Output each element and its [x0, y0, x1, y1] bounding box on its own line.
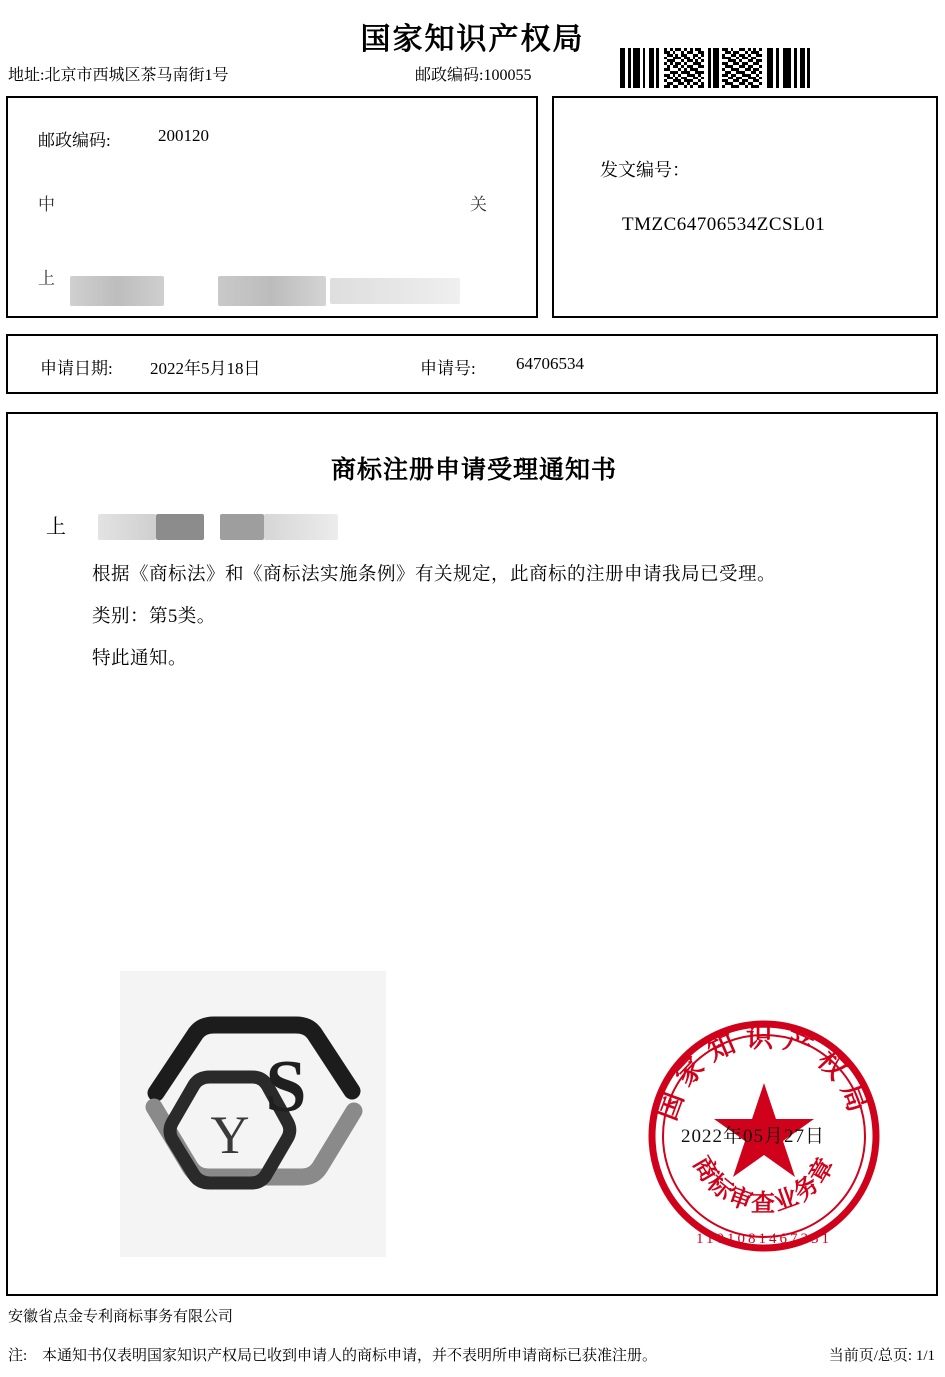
- seal-date: 2022年05月27日: [681, 1126, 826, 1147]
- application-date-value: 2022年5月18日: [150, 359, 261, 378]
- redacted-block: [220, 514, 264, 540]
- redacted-block: [70, 276, 164, 306]
- addressee-line2-prefix: 中: [38, 195, 55, 214]
- redacted-block: [264, 514, 338, 540]
- trademark-logo: [120, 971, 386, 1257]
- notice-title: 商标注册申请受理通知书: [330, 457, 617, 484]
- page-title: 国家知识产权局: [360, 23, 585, 56]
- footer-note-text: 本通知书仅表明国家知识产权局已收到申请人的商标申请，并不表明所申请商标已获准注册。: [42, 1348, 658, 1364]
- document-number-label: 发文编号：: [600, 160, 690, 180]
- application-info-box: [6, 334, 938, 394]
- issuer-address: 地址:北京市西城区茶马南街1号: [8, 67, 229, 84]
- datamatrix-code-2: [722, 48, 762, 88]
- application-date-label: 申请日期:: [40, 359, 113, 378]
- addressee-line3-prefix: 上: [38, 269, 55, 288]
- svg-text:Y: Y: [210, 1105, 250, 1165]
- addressee-line2-suffix: 关: [470, 195, 487, 214]
- application-number-value: 64706534: [516, 354, 584, 373]
- datamatrix-code-1: [664, 48, 704, 88]
- svg-text:S: S: [265, 1046, 307, 1128]
- issuer-postcode: 邮政编码:100055: [415, 67, 532, 84]
- agency-name: 安徽省点金专利商标事务有限公司: [8, 1309, 234, 1325]
- barcode: [620, 48, 938, 88]
- page-count: 当前页/总页: 1/1: [828, 1348, 935, 1364]
- svg-text:商标审查业务章: 商标审查业务章: [687, 1152, 841, 1217]
- redacted-block: [330, 278, 460, 304]
- redacted-block: [98, 514, 156, 540]
- addressee-postcode-value: 200120: [158, 126, 209, 145]
- document-number-value: TMZC64706534ZCSL01: [622, 214, 826, 235]
- addressee-postcode-label: 邮政编码:: [38, 131, 111, 150]
- recipient-prefix: 上: [46, 516, 66, 538]
- notice-paragraph-1: 根据《商标法》和《商标法实施条例》有关规定，此商标的注册申请我局已受理。: [92, 565, 777, 585]
- notice-paragraph-2: 类别：第5类。: [92, 607, 216, 627]
- footer-note-label: 注:: [8, 1348, 28, 1364]
- svg-text:国家知识产权局: 国家知识产权局: [651, 1023, 877, 1125]
- svg-text:1101081467331: 1101081467331: [696, 1231, 832, 1247]
- document-number-box: [552, 96, 938, 318]
- addressee-box: [6, 96, 538, 318]
- redacted-block: [218, 276, 326, 306]
- main-content-box: [6, 412, 938, 1296]
- redacted-block: [156, 514, 204, 540]
- application-number-label: 申请号:: [420, 359, 476, 378]
- notice-paragraph-3: 特此通知。: [92, 649, 188, 669]
